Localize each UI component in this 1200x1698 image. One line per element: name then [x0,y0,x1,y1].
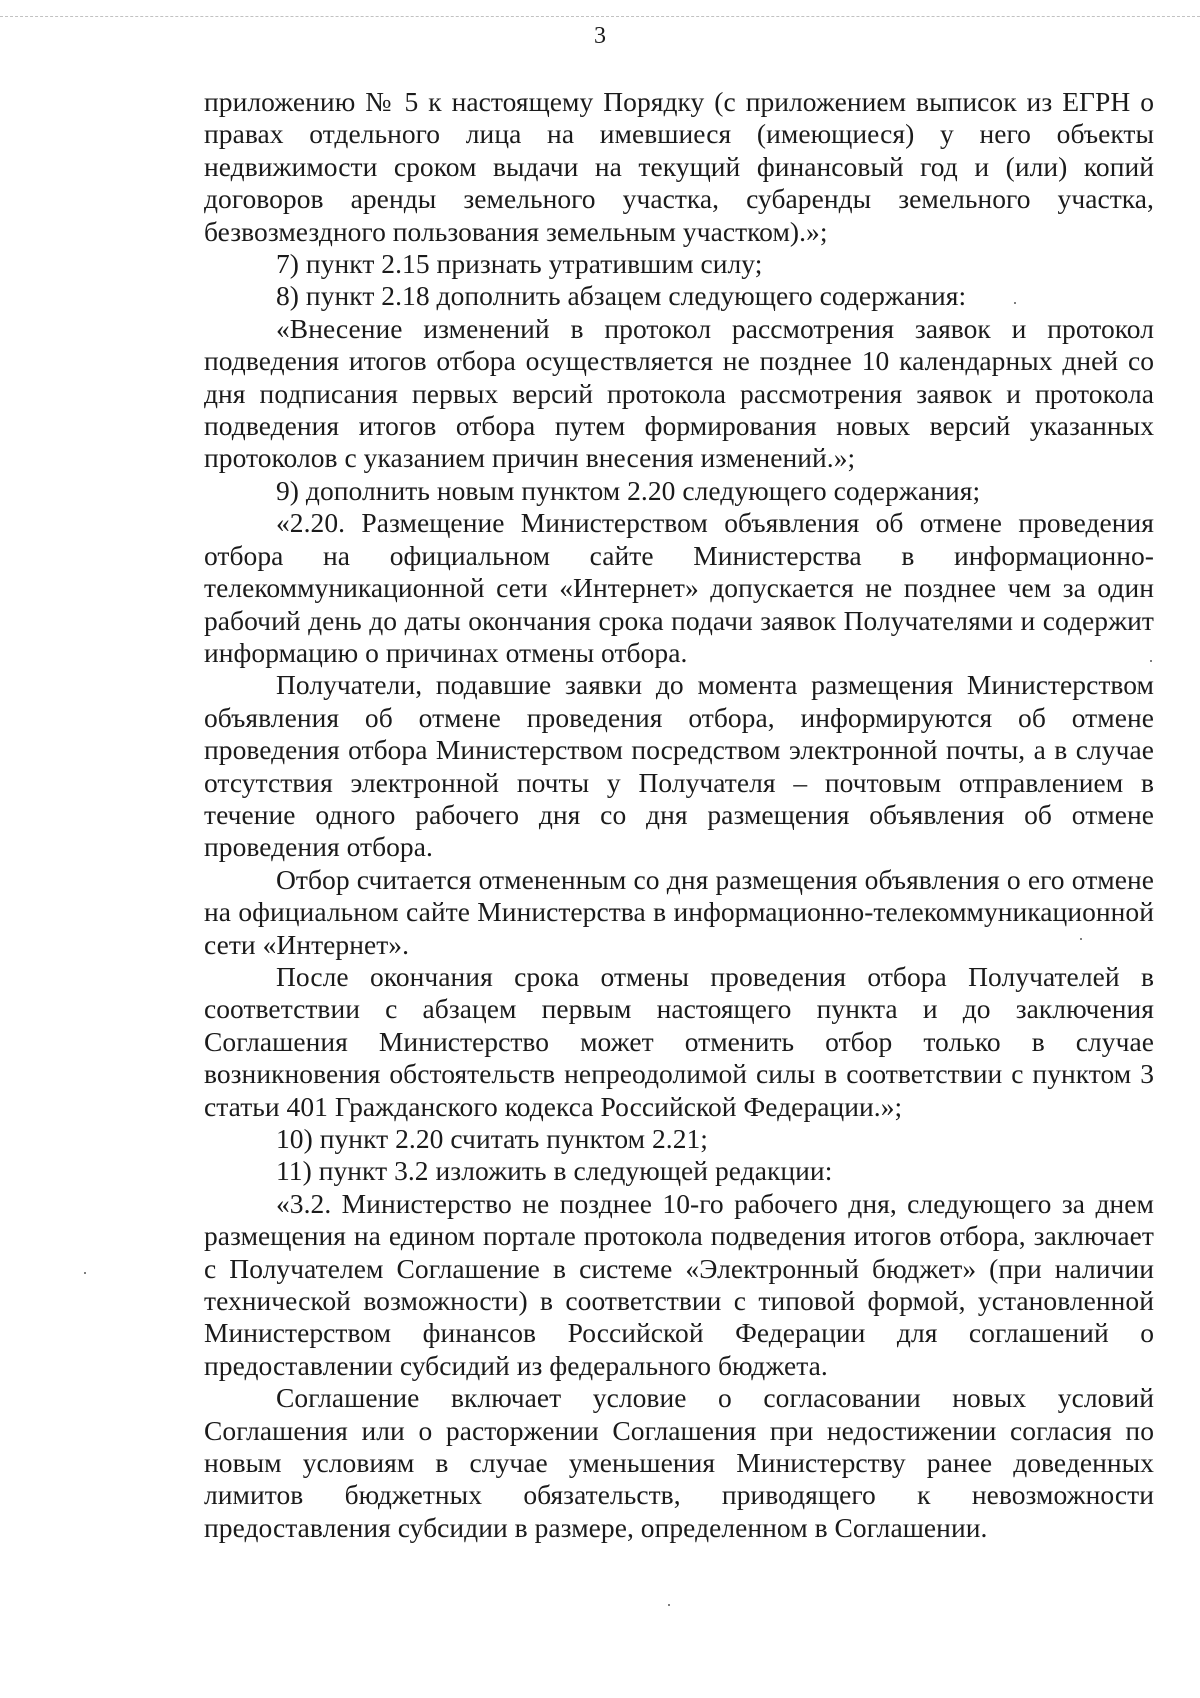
scan-edge-line [0,16,1200,17]
scan-speck [668,1604,670,1606]
scan-speck [1014,302,1016,304]
page-number: 3 [594,23,606,49]
paragraph-item-10: 10) пункт 2.20 считать пунктом 2.21; [276,1123,708,1154]
paragraph-selection-cancelled: Отбор считается отмененным со дня размещения объявления о его отмене на официальном сайте Министерства в информационно-телекоммуникационной сети «Интернет». [204,863,1154,960]
scan-speck [1080,938,1082,940]
scan-speck [84,1272,86,1274]
paragraph-item-8: 8) пункт 2.18 дополнить абзацем следующего содержания: [276,280,967,312]
paragraph-item-11: 11) пункт 3.2 изложить в следующей редакции: [276,1155,833,1187]
paragraph-quote-2-20: «2.20. Размещение Министерством объявления об отмене проведения отбора на официальном сайте Министерства в информационно-телекоммуникационной сети «Интернет» допускается не позднее чем за один рабочий день до даты окончания срока подачи заявок Получателями и содержит информацию о причинах отмены отбора. [204,507,1154,668]
paragraph-quote-3-2: «3.2. Министерство не позднее 10-го рабочего дня, следующего за днем размещения на едином портале протокола подведения итогов отбора, заключает с Получателем Соглашение в системе «Электронный бюджет» (при наличии технической возможности) в соответствии с типовой формой, установленной Министерством финансов Российской Федерации для соглашений о предоставлении субсидий из федерального бюджета. [204,1187,1154,1381]
paragraph-quote-2-18: «Внесение изменений в протокол рассмотрения заявок и протокол подведения итогов отбора осуществляется не позднее 10 календарных дней со дня подписания первых версий протокола рассмотрения заявок и протокола подведения итогов отбора путем формирования новых версий указанных протоколов с указанием причин внесения изменений.»; [204,312,1154,474]
paragraph-force-majeure: После окончания срока отмены проведения отбора Получателей в соответствии с абзацем первым настоящего пункта и до заключения Соглашения Министерство может отменить отбор только в случае возникновения обстоятельств непреодолимой силы в соответствии с пунктом 3 статьи 401 Гражданского кодекса Российской Федерации.»; [204,960,1154,1122]
paragraph-agreement-conditions: Соглашение включает условие о согласовании новых условий Соглашения или о расторжении Соглашения при недостижении согласия по новым условиям в случае уменьшения Министерству ранее доведенных лимитов бюджетных обязательств, приводящего к невозможности предоставления субсидии в размере, определенном в Соглашении. [204,1382,1154,1543]
document-body [204,86,1154,1544]
paragraph-item-9: 9) дополнить новым пунктом 2.20 следующего содержания; [276,474,981,506]
paragraph-recipients-notice: Получатели, подавшие заявки до момента размещения Министерством объявления об отмене проведения отбора, информируются об отмене проведения отбора Министерством посредством электронной почты, а в случае отсутствия электронной почты у Получателя – почтовым отправлением в течение одного рабочего дня со дня размещения объявления об отмене проведения отбора. [204,669,1154,863]
paragraph-continuation: приложению № 5 к настоящему Порядку (с приложением выписок из ЕГРН о правах отдельного лица на имевшиеся (имеющиеся) у него объекты недвижимости сроком выдачи на текущий финансовый год и (или) копий договоров аренды земельного участка, субаренды земельного участка, безвозмездного пользования земельным участком).»; [204,86,1154,247]
paragraph-item-7: 7) пункт 2.15 признать утратившим силу; [276,248,763,280]
scan-speck [1150,660,1152,662]
